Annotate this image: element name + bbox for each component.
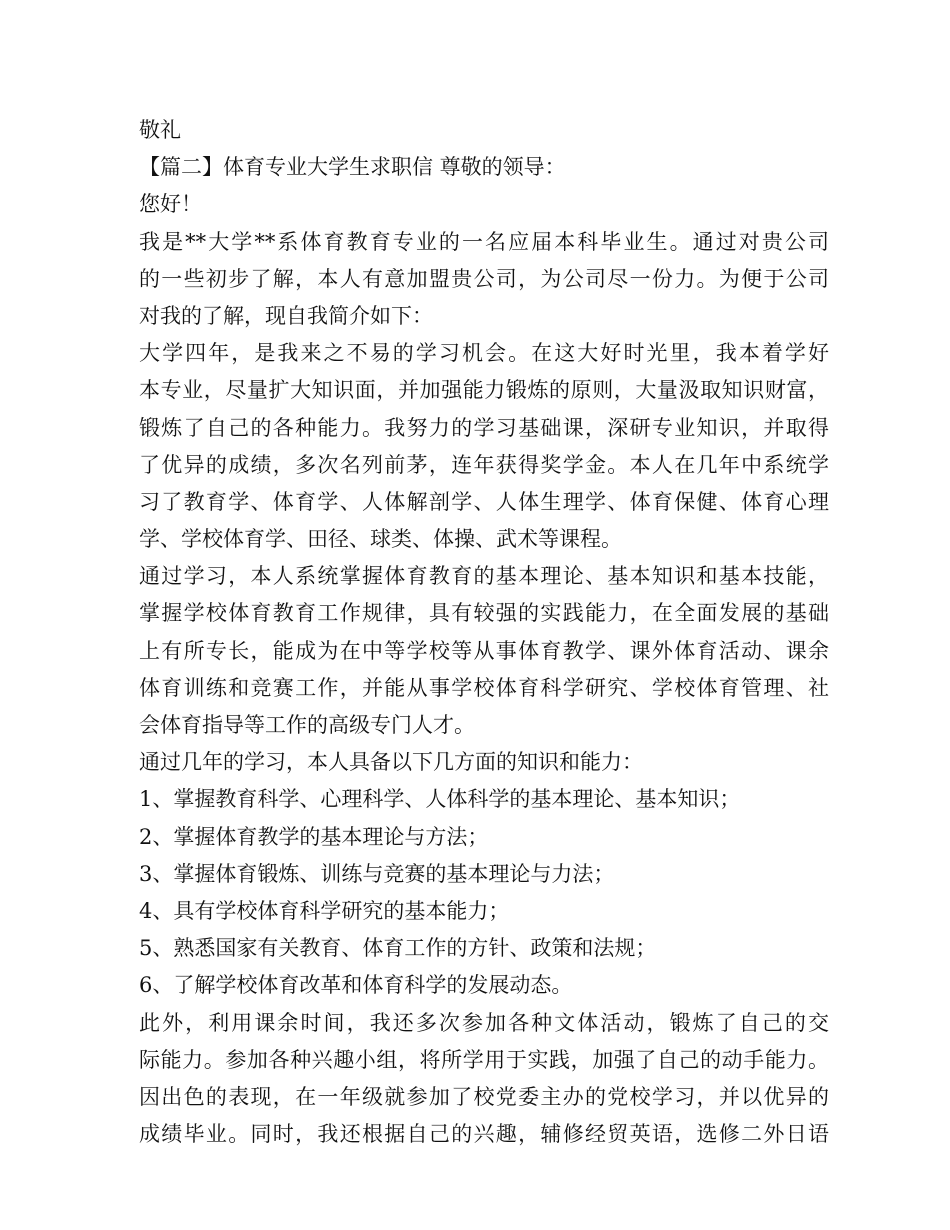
text-line: 会体育指导等工作的高级专门人才。	[139, 713, 475, 737]
text-line: 3、掌握体育锻炼、训练与竞赛的基本理论与力法；	[139, 861, 615, 886]
text-line: 2、掌握体育教学的基本理论与方法；	[139, 824, 489, 849]
text-line: 掌握学校体育教育工作规律，具有较强的实践能力，在全面发展的基础	[139, 601, 829, 626]
text-line: 您好！	[139, 192, 202, 217]
text-line: 锻炼了自己的各种能力。我努力的学习基础课，深研专业知识，并取得	[139, 415, 829, 440]
text-line: 我是**大学**系体育教育专业的一名应届本科毕业生。通过对贵公司	[139, 229, 829, 254]
text-line: 学、学校体育学、田径、球类、体操、武术等课程。	[139, 527, 622, 552]
text-line: 因出色的表现，在一年级就参加了校党委主办的党校学习，并以优异的	[139, 1084, 829, 1109]
text-line: 通过学习，本人系统掌握体育教育的基本理论、基本知识和基本技能，	[139, 564, 829, 589]
text-line: 体育训练和竞赛工作，并能从事学校体育科学研究、学校体育管理、社	[139, 675, 829, 700]
text-line: 此外，利用课余时间，我还多次参加各种文体活动，锻炼了自己的交	[139, 1010, 829, 1035]
text-line: 6、了解学校体育改革和体育科学的发展动态。	[139, 973, 573, 998]
text-line: 敬礼	[139, 118, 181, 142]
text-line: 4、具有学校体育科学研究的基本能力；	[139, 898, 510, 923]
text-line: 【篇二】体育专业大学生求职信 尊敬的领导：	[139, 155, 566, 180]
text-line: 的一些初步了解，本人有意加盟贵公司，为公司尽一份力。为便于公司	[139, 266, 829, 291]
text-line: 大学四年，是我来之不易的学习机会。在这大好时光里，我本着学好	[139, 341, 829, 366]
text-line: 本专业，尽量扩大知识面，并加强能力锻炼的原则，大量汲取知识财富，	[139, 378, 829, 403]
text-line: 了优异的成绩，多次名列前茅，连年获得奖学金。本人在几年中系统学	[139, 452, 829, 477]
text-line: 际能力。参加各种兴趣小组，将所学用于实践，加强了自己的动手能力。	[139, 1047, 829, 1072]
text-line: 对我的了解，现自我简介如下：	[139, 303, 433, 328]
document-body	[139, 112, 829, 1153]
text-line: 成绩毕业。同时，我还根据自己的兴趣，辅修经贸英语，选修二外日语	[139, 1122, 829, 1147]
text-line: 5、熟悉国家有关教育、体育工作的方针、政策和法规；	[139, 936, 657, 961]
text-line: 通过几年的学习，本人具备以下几方面的知识和能力：	[139, 750, 643, 775]
text-line: 上有所专长，能成为在中等学校等从事体育教学、课外体育活动、课余	[139, 638, 829, 663]
text-line: 1、掌握教育科学、心理科学、人体科学的基本理论、基本知识；	[139, 787, 741, 812]
text-line: 习了教育学、体育学、人体解剖学、人体生理学、体育保健、体育心理	[139, 489, 829, 514]
